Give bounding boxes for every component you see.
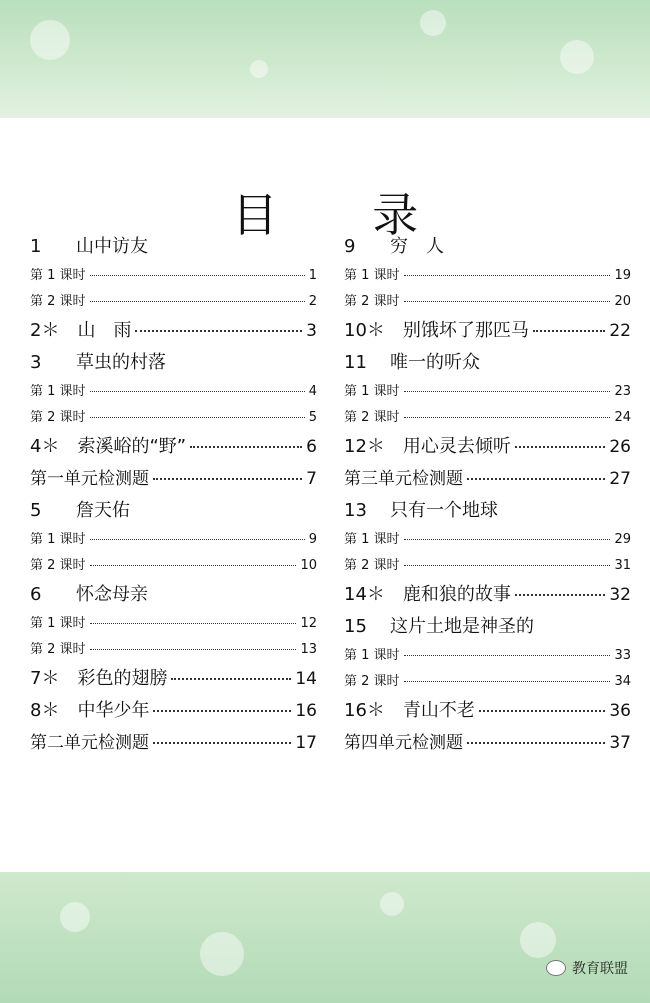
toc-entry-label: 第四单元检测题 bbox=[344, 733, 463, 753]
toc-entry-label: 第 2 课时 bbox=[30, 558, 86, 573]
toc-entry-lesson bbox=[344, 612, 631, 644]
dot-leader bbox=[404, 391, 611, 392]
page-number: 34 bbox=[614, 674, 631, 689]
page-number: 10 bbox=[300, 558, 317, 573]
toc-entry-label: 第 2 课时 bbox=[30, 410, 86, 425]
lesson-title: 山 雨 bbox=[77, 320, 132, 341]
toc-entry-label bbox=[30, 696, 149, 722]
page-number: 14 bbox=[295, 669, 317, 689]
lesson-title: 彩色的翅膀 bbox=[77, 668, 168, 689]
lesson-title: 怀念母亲 bbox=[76, 584, 148, 605]
toc-entry-label: 第 1 课时 bbox=[30, 532, 86, 547]
lesson-title: 中华少年 bbox=[77, 700, 150, 721]
page-number: 2 bbox=[308, 294, 317, 309]
toc-entry-label: 第 1 课时 bbox=[344, 268, 400, 283]
toc-left-column bbox=[30, 232, 317, 760]
top-decorative-band bbox=[0, 0, 650, 118]
dot-leader bbox=[404, 539, 611, 540]
lesson-title: 只有一个地球 bbox=[390, 500, 498, 521]
toc-entry-unit bbox=[344, 464, 631, 496]
lesson-number: 11 bbox=[344, 352, 367, 373]
toc-entry-label bbox=[30, 664, 167, 690]
dot-leader bbox=[404, 301, 611, 302]
lesson-number: 10＊ bbox=[344, 320, 385, 341]
toc-entry-sub bbox=[30, 290, 317, 316]
page-number: 9 bbox=[308, 532, 317, 547]
toc-entry-sub bbox=[30, 406, 317, 432]
toc-entry-lesson bbox=[30, 432, 317, 464]
toc-entry-sub bbox=[30, 638, 317, 664]
toc-entry-sub bbox=[344, 264, 631, 290]
page-number: 4 bbox=[308, 384, 317, 399]
toc-entry-label: 第 2 课时 bbox=[344, 674, 400, 689]
page-number: 12 bbox=[300, 616, 317, 631]
page-number: 27 bbox=[609, 469, 631, 489]
dot-leader bbox=[90, 417, 305, 418]
toc-entry-lesson bbox=[344, 316, 631, 348]
lesson-title: 山中访友 bbox=[76, 236, 148, 257]
toc-entry-unit bbox=[30, 728, 317, 760]
toc-entry-sub bbox=[344, 644, 631, 670]
toc-entry-label bbox=[344, 612, 534, 638]
dot-leader bbox=[153, 742, 291, 744]
dot-leader bbox=[404, 565, 611, 566]
lesson-number: 8＊ bbox=[30, 700, 60, 721]
page-number: 29 bbox=[614, 532, 631, 547]
page-number: 1 bbox=[308, 268, 317, 283]
toc-entry-label bbox=[30, 316, 131, 342]
lesson-number: 5 bbox=[30, 500, 42, 521]
page-number: 6 bbox=[306, 437, 317, 457]
toc-entry-sub bbox=[344, 670, 631, 696]
lesson-number: 12＊ bbox=[344, 436, 385, 457]
toc-entry-unit bbox=[344, 728, 631, 760]
toc-entry-label bbox=[344, 232, 444, 258]
lesson-number: 13 bbox=[344, 500, 367, 521]
toc-entry-lesson bbox=[344, 696, 631, 728]
toc-entry-lesson bbox=[344, 580, 631, 612]
dot-leader bbox=[90, 301, 305, 302]
lesson-number: 2＊ bbox=[30, 320, 60, 341]
toc-entry-label: 第 1 课时 bbox=[344, 648, 400, 663]
dot-leader bbox=[515, 446, 605, 448]
dot-leader bbox=[171, 678, 291, 680]
toc-entry-label: 第 2 课时 bbox=[344, 558, 400, 573]
dot-leader bbox=[404, 417, 611, 418]
dot-leader bbox=[533, 330, 605, 332]
lesson-title: 唯一的听众 bbox=[390, 352, 480, 373]
toc-entry-sub bbox=[344, 290, 631, 316]
toc-entry-lesson bbox=[344, 432, 631, 464]
page-number: 36 bbox=[609, 701, 631, 721]
toc-entry-sub bbox=[30, 380, 317, 406]
dot-leader bbox=[90, 391, 305, 392]
page-number: 5 bbox=[308, 410, 317, 425]
toc-entry-label: 第 2 课时 bbox=[344, 410, 400, 425]
dot-leader bbox=[479, 710, 605, 712]
toc-entry-unit bbox=[30, 464, 317, 496]
lesson-number: 3 bbox=[30, 352, 42, 373]
bottom-decorative-band bbox=[0, 872, 650, 1003]
dot-leader bbox=[404, 275, 611, 276]
dot-leader bbox=[90, 565, 297, 566]
page-number: 17 bbox=[295, 733, 317, 753]
page-number: 31 bbox=[614, 558, 631, 573]
toc-entry-label: 第 2 课时 bbox=[30, 642, 86, 657]
page-title: 目 录 bbox=[231, 187, 459, 242]
dot-leader bbox=[90, 649, 297, 650]
toc-entry-lesson bbox=[30, 316, 317, 348]
toc-entry-label bbox=[344, 432, 511, 458]
dot-leader bbox=[190, 446, 302, 448]
toc-entry-lesson bbox=[344, 496, 631, 528]
dot-leader bbox=[90, 275, 305, 276]
toc-entry-label bbox=[30, 580, 148, 606]
lesson-number: 9 bbox=[344, 236, 356, 257]
toc-entry-label bbox=[30, 232, 148, 258]
toc-entry-lesson bbox=[344, 348, 631, 380]
lesson-title: 索溪峪的“野” bbox=[77, 436, 187, 457]
page-number: 32 bbox=[609, 585, 631, 605]
toc-entry-lesson bbox=[30, 696, 317, 728]
toc-entry-label bbox=[344, 496, 498, 522]
watermark-text: 教育联盟 bbox=[572, 961, 628, 977]
page-number: 22 bbox=[609, 321, 631, 341]
toc-entry-label: 第 1 课时 bbox=[30, 384, 86, 399]
toc-entry-lesson bbox=[30, 664, 317, 696]
lesson-number: 7＊ bbox=[30, 668, 60, 689]
lesson-number: 16＊ bbox=[344, 700, 385, 721]
watermark bbox=[546, 958, 628, 978]
toc-entry-sub bbox=[30, 264, 317, 290]
toc-entry-sub bbox=[344, 528, 631, 554]
toc-entry-lesson bbox=[30, 348, 317, 380]
toc-entry-sub bbox=[344, 406, 631, 432]
dot-leader bbox=[467, 742, 605, 744]
toc-entry-sub bbox=[30, 528, 317, 554]
toc-entry-sub bbox=[30, 612, 317, 638]
toc-entry-label: 第一单元检测题 bbox=[30, 469, 149, 489]
toc-entry-label bbox=[30, 496, 130, 522]
page-number: 19 bbox=[614, 268, 631, 283]
dot-leader bbox=[404, 655, 611, 656]
lesson-title: 草虫的村落 bbox=[76, 352, 166, 373]
toc-entry-lesson bbox=[30, 232, 317, 264]
page-number: 13 bbox=[300, 642, 317, 657]
toc-entry-label bbox=[30, 432, 186, 458]
toc-entry-label: 第 2 课时 bbox=[344, 294, 400, 309]
toc-entry-lesson bbox=[30, 496, 317, 528]
toc-entry-label bbox=[344, 696, 475, 722]
page-number: 37 bbox=[609, 733, 631, 753]
toc-entry-label bbox=[344, 316, 529, 342]
dot-leader bbox=[404, 681, 611, 682]
lesson-title: 用心灵去倾听 bbox=[402, 436, 511, 457]
toc-entry-label bbox=[30, 348, 166, 374]
toc-entry-lesson bbox=[30, 580, 317, 612]
page-number: 24 bbox=[614, 410, 631, 425]
lesson-title: 青山不老 bbox=[402, 700, 475, 721]
toc-entry-label bbox=[344, 580, 511, 606]
wechat-icon bbox=[546, 960, 566, 976]
lesson-title: 鹿和狼的故事 bbox=[402, 584, 511, 605]
page-number: 23 bbox=[614, 384, 631, 399]
lesson-title: 穷 人 bbox=[390, 236, 444, 257]
lesson-number: 15 bbox=[344, 616, 367, 637]
page-number: 26 bbox=[609, 437, 631, 457]
toc-entry-sub bbox=[30, 554, 317, 580]
lesson-number: 6 bbox=[30, 584, 42, 605]
toc-entry-label: 第 1 课时 bbox=[30, 616, 86, 631]
toc-entry-label: 第 1 课时 bbox=[30, 268, 86, 283]
lesson-number: 1 bbox=[30, 236, 42, 257]
toc-entry-label: 第 1 课时 bbox=[344, 532, 400, 547]
toc-entry-label bbox=[344, 348, 480, 374]
dot-leader bbox=[153, 710, 291, 712]
toc-entry-label: 第 1 课时 bbox=[344, 384, 400, 399]
toc-entry-lesson bbox=[344, 232, 631, 264]
toc-entry-sub bbox=[344, 380, 631, 406]
page-number: 7 bbox=[306, 469, 317, 489]
dot-leader bbox=[135, 330, 302, 332]
lesson-title: 这片土地是神圣的 bbox=[390, 616, 534, 637]
lesson-number: 4＊ bbox=[30, 436, 60, 457]
lesson-title: 别饿坏了那匹马 bbox=[402, 320, 529, 341]
toc-entry-label: 第三单元检测题 bbox=[344, 469, 463, 489]
dot-leader bbox=[90, 623, 297, 624]
lesson-title: 詹天佑 bbox=[76, 500, 130, 521]
toc-entry-label: 第 2 课时 bbox=[30, 294, 86, 309]
dot-leader bbox=[153, 478, 302, 480]
page-number: 16 bbox=[295, 701, 317, 721]
page-number: 20 bbox=[614, 294, 631, 309]
lesson-number: 14＊ bbox=[344, 584, 385, 605]
page-number: 3 bbox=[306, 321, 317, 341]
page-number: 33 bbox=[614, 648, 631, 663]
dot-leader bbox=[90, 539, 305, 540]
toc-right-column bbox=[344, 232, 631, 760]
toc-entry-label: 第二单元检测题 bbox=[30, 733, 149, 753]
dot-leader bbox=[515, 594, 605, 596]
dot-leader bbox=[467, 478, 605, 480]
toc-entry-sub bbox=[344, 554, 631, 580]
